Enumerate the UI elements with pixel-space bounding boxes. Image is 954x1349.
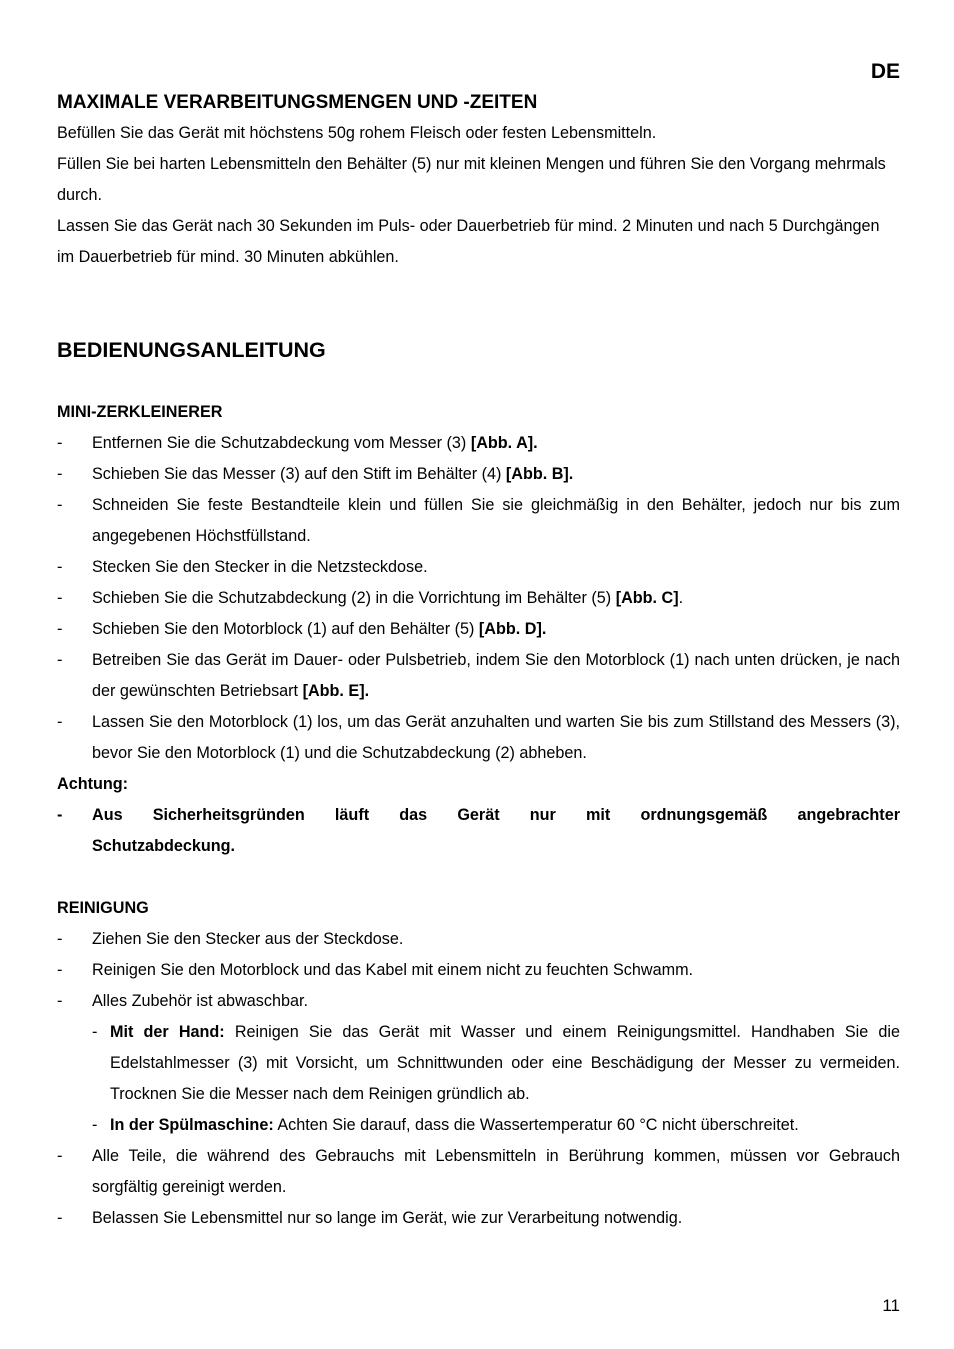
bullet-dash: - <box>57 496 63 514</box>
bullet-dash: - <box>57 992 63 1010</box>
bullet-dash: - <box>57 1209 63 1227</box>
list-item: - Betreiben Sie das Gerät im Dauer- oder Pulsbetrieb, indem Sie den Motorblock (1) nach unten drücken, je nach der gewünschten Betriebsart [Abb. E]. <box>57 645 900 707</box>
list-item: - Alles Zubehör ist abwaschbar. <box>57 986 900 1017</box>
bullet-dash: - <box>57 930 63 948</box>
list-item: - Schneiden Sie feste Bestandteile klein und füllen Sie sie gleichmäßig in den Behälter, jedoch nur bis zum angegebenen Höchstfüllstand. <box>57 490 900 552</box>
bullet-dash: - <box>57 1147 63 1165</box>
paragraph: Füllen Sie bei harten Lebensmitteln den Behälter (5) nur mit kleinen Mengen und führen Sie den Vorgang mehrmals durch. <box>57 155 886 204</box>
list-item: - Schieben Sie das Messer (3) auf den Stift im Behälter (4) [Abb. B]. <box>57 459 900 490</box>
section-title-instructions: BEDIENUNGSANLEITUNG <box>57 338 326 362</box>
section-title-max: MAXIMALE VERARBEITUNGSMENGEN UND -ZEITEN <box>57 92 538 113</box>
subsection-title-mini: MINI-ZERKLEINERER <box>57 403 223 421</box>
list-item: - Entfernen Sie die Schutzabdeckung vom Messer (3) [Abb. A]. <box>57 428 900 459</box>
caution-item: - Aus Sicherheitsgründen läuft das Gerät nur mit ordnungsgemäß angebrachter Schutzabdeckung. <box>57 800 900 862</box>
list-item: - Reinigen Sie den Motorblock und das Kabel mit einem nicht zu feuchten Schwamm. <box>57 955 900 986</box>
list-item: - Schieben Sie die Schutzabdeckung (2) in die Vorrichtung im Behälter (5) [Abb. C]. <box>57 583 900 614</box>
document-body <box>57 87 900 1234</box>
list-item: - Ziehen Sie den Stecker aus der Steckdose. <box>57 924 900 955</box>
list-item: - Stecken Sie den Stecker in die Netzsteckdose. <box>57 552 900 583</box>
list-item: - Schieben Sie den Motorblock (1) auf den Behälter (5) [Abb. D]. <box>57 614 900 645</box>
list-item: - Alle Teile, die während des Gebrauchs mit Lebensmitteln in Berührung kommen, müssen vor Gebrauch sorgfältig gereinigt werden. <box>57 1141 900 1203</box>
bullet-dash: - <box>57 651 63 669</box>
bullet-dash: - <box>57 713 63 731</box>
subsection-title-cleaning: REINIGUNG <box>57 899 149 917</box>
paragraph: Befüllen Sie das Gerät mit höchstens 50g rohem Fleisch oder festen Lebensmitteln. <box>57 124 657 142</box>
bullet-dash: - <box>57 961 63 979</box>
language-label: DE <box>870 60 900 83</box>
page-number: 11 <box>882 1296 900 1315</box>
bullet-dash: - <box>57 434 63 452</box>
bullet-dash: - <box>57 620 63 638</box>
bullet-dash: - <box>57 465 63 483</box>
sub-list-item: - In der Spülmaschine: Achten Sie darauf, dass die Wassertemperatur 60 °C nicht überschreitet. <box>57 1110 900 1141</box>
bullet-dash: - <box>57 806 63 824</box>
bullet-dash: - <box>57 558 63 576</box>
paragraph: Lassen Sie das Gerät nach 30 Sekunden im Puls- oder Dauerbetrieb für mind. 2 Minuten und nach 5 Durchgängen im Dauerbetrieb für mind. 30 Minuten abkühlen. <box>57 217 880 266</box>
sub-list-item: - Mit der Hand: Reinigen Sie das Gerät mit Wasser und einem Reinigungsmittel. Handhaben Sie die Edelstahlmesser (3) mit Vorsicht, um Schnittwunden oder eine Beschädigung der Messer zu vermeiden. Trocknen Sie die Messer nach dem Reinigen gründlich ab. <box>57 1017 900 1110</box>
caution-label: Achtung: <box>57 775 129 793</box>
bullet-dash: - <box>92 1116 98 1134</box>
list-item: - Belassen Sie Lebensmittel nur so lange im Gerät, wie zur Verarbeitung notwendig. <box>57 1203 900 1234</box>
bullet-dash: - <box>92 1023 98 1041</box>
list-item: - Lassen Sie den Motorblock (1) los, um das Gerät anzuhalten und warten Sie bis zum Stillstand des Messers (3), bevor Sie den Motorblock (1) und die Schutzabdeckung (2) abheben. <box>57 707 900 769</box>
bullet-dash: - <box>57 589 63 607</box>
